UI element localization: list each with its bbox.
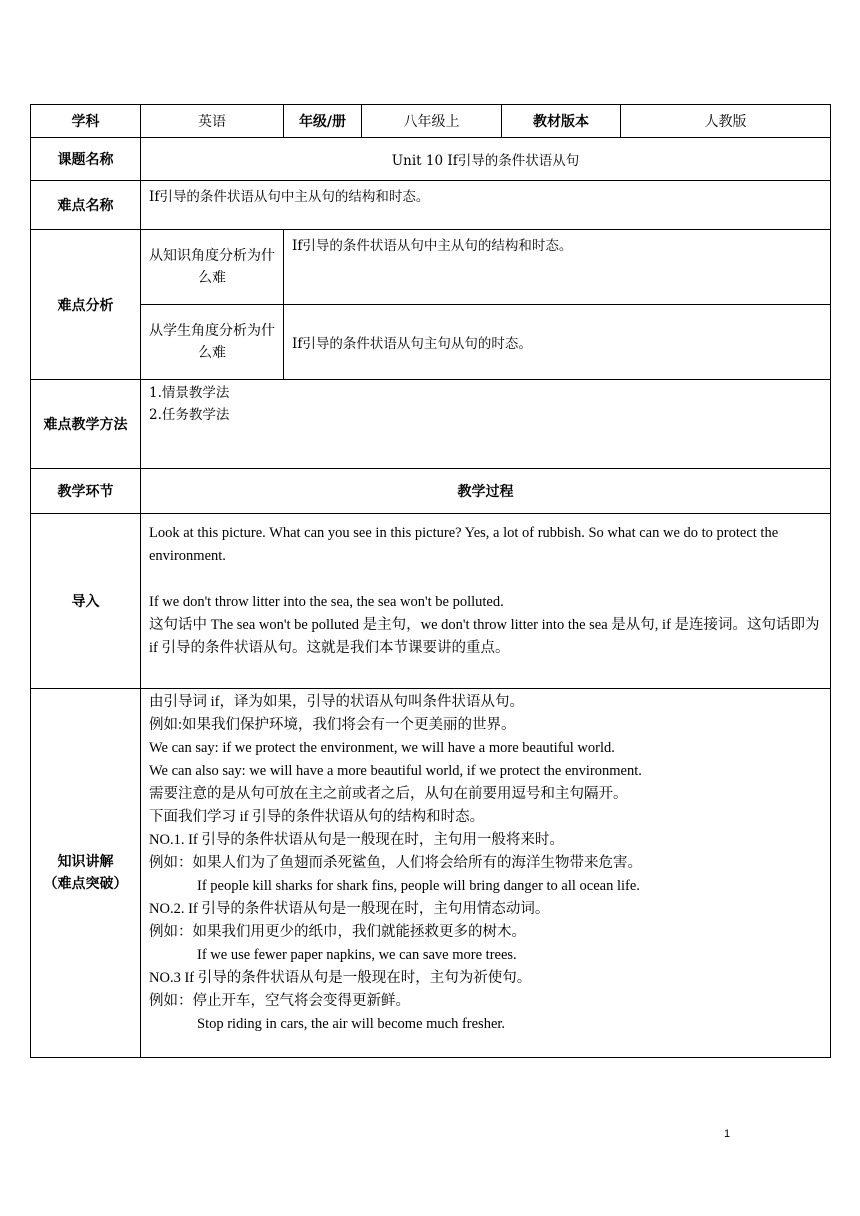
knowledge-line: NO.2. If 引导的条件状语从句是一般现在时，主句用情态动词。	[149, 901, 550, 917]
edition-value: 人教版	[621, 105, 831, 138]
knowledge-line: 由引导词 if，译为如果，引导的状语从句叫条件状语从句。	[149, 694, 524, 710]
knowledge-content	[141, 689, 831, 1058]
analysis-label: 难点分析	[31, 230, 141, 380]
knowledge-line: 例如：如果人们为了鱼翅而杀死鲨鱼，人们将会给所有的海洋生物带来危害。	[149, 855, 642, 871]
methods-list	[141, 380, 831, 469]
intro-content	[141, 514, 831, 689]
header-row	[31, 105, 831, 138]
intro-label: 导入	[31, 514, 141, 689]
knowledge-example-line: If we use fewer paper napkins, we can save more trees.	[197, 947, 517, 963]
grade-label: 年级/册	[284, 105, 362, 138]
lesson-plan-table	[30, 104, 831, 1058]
knowledge-sublabel: （难点突破）	[43, 876, 128, 892]
topic-label: 课题名称	[31, 138, 141, 181]
analysis-row-student	[31, 305, 831, 380]
page-number: 1	[723, 1128, 731, 1140]
knowledge-example-line: Stop riding in cars, the air will become much fresher.	[197, 1016, 506, 1032]
topic-value: Unit 10 If引导的条件状语从句	[141, 138, 831, 181]
process-label: 教学过程	[141, 469, 831, 514]
difficulty-label: 难点名称	[31, 181, 141, 230]
knowledge-angle-value: If引导的条件状语从句中主从句的结构和时态。	[284, 230, 831, 305]
methods-row	[31, 380, 831, 469]
student-angle-value: If引导的条件状语从句主句从句的时态。	[284, 305, 831, 380]
knowledge-line: 例如：停止开车，空气将会变得更新鲜。	[149, 993, 410, 1009]
intro-blank-line	[149, 568, 824, 591]
analysis-row-knowledge	[31, 230, 831, 305]
grade-value: 八年级上	[362, 105, 502, 138]
intro-line: 这句话中 The sea won't be polluted 是主句，we don't throw litter into the sea 是从句, if 是连接词。这句话即为 if 引导的条件状语从句。这就是我们本节课要讲的重点。	[149, 617, 820, 656]
knowledge-line: 需要注意的是从句可放在主之前或者之后，从句在前要用逗号和主句隔开。	[149, 786, 628, 802]
edition-label: 教材版本	[502, 105, 621, 138]
process-step-label: 教学环节	[31, 469, 141, 514]
subject-label: 学科	[31, 105, 141, 138]
process-header-row	[31, 469, 831, 514]
knowledge-example-line: If people kill sharks for shark fins, people will bring danger to all ocean life.	[197, 878, 640, 894]
subject-value: 英语	[141, 105, 284, 138]
intro-row	[31, 514, 831, 689]
method-item: 1.情景教学法	[149, 385, 230, 401]
knowledge-line: 例如：如果我们用更少的纸巾，我们就能拯救更多的树木。	[149, 924, 526, 940]
student-angle-label: 从学生角度分析为什么难	[141, 305, 284, 380]
intro-line: Look at this picture. What can you see in this picture? Yes, a lot of rubbish. So what can we do to protect the environment.	[149, 525, 779, 564]
method-item: 2.任务教学法	[149, 407, 230, 423]
intro-line: If we don't throw litter into the sea, the sea won't be polluted.	[149, 594, 504, 610]
knowledge-label: 知识讲解	[57, 854, 114, 870]
knowledge-label-cell	[31, 689, 141, 1058]
knowledge-line: We can say: if we protect the environment, we will have a more beautiful world.	[149, 740, 615, 756]
knowledge-line: 下面我们学习 if 引导的条件状语从句的结构和时态。	[149, 809, 485, 825]
topic-row	[31, 138, 831, 181]
methods-label: 难点教学方法	[31, 380, 141, 469]
knowledge-line: NO.1. If 引导的条件状语从句是一般现在时，主句用一般将来时。	[149, 832, 564, 848]
difficulty-value: If引导的条件状语从句中主从句的结构和时态。	[141, 181, 831, 230]
knowledge-angle-label: 从知识角度分析为什么难	[141, 230, 284, 305]
knowledge-line: NO.3 If 引导的条件状语从句是一般现在时，主句为祈使句。	[149, 970, 532, 986]
difficulty-row	[31, 181, 831, 230]
knowledge-line: We can also say: we will have a more beautiful world, if we protect the environment.	[149, 763, 642, 779]
knowledge-row	[31, 689, 831, 1058]
knowledge-line: 例如:如果我们保护环境，我们将会有一个更美丽的世界。	[149, 717, 516, 733]
